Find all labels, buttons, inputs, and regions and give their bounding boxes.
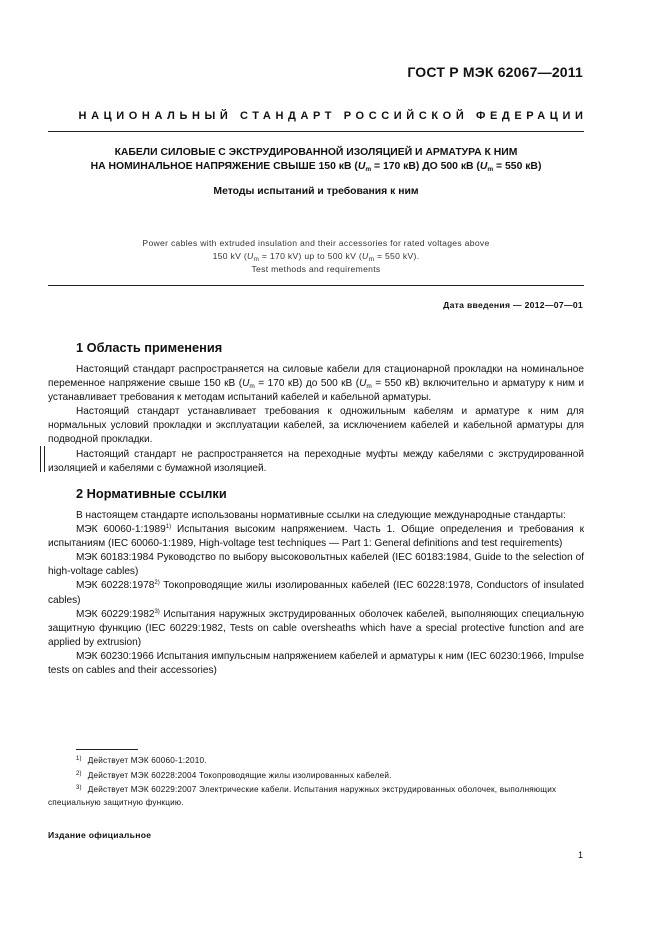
scope-paragraph-2: Настоящий стандарт устанавливает требования к одножильным кабелям и арматуре к ним для нормальных условий прокладки и эксплуатации кабелей, за исключением кабелей и кабельной арматуры для подводной прокладки.: [48, 406, 584, 446]
title-line-2: НА НОМИНАЛЬНОЕ НАПРЯЖЕНИЕ СВЫШЕ 150 кВ ($U_m = 170$ кВ) ДО 500 кВ ($U_m = 550$ кВ): [90, 161, 542, 173]
section-1-body: [48, 363, 584, 476]
reference-item: МЭК 60230:1966 Испытания импульсным напряжением кабелей и арматуры к ним (IEC 60230:1966, Impulse tests on cables and their accessories): [48, 650, 584, 677]
references-intro: В настоящем стандарте использованы нормативные ссылки на следующие международные стандарты:: [76, 510, 566, 521]
section-1-heading: 1 Область применения: [76, 340, 223, 355]
english-title: Power cables with extruded insulation and their accessories for rated voltages above 150 kV ($U_m = 170$ kV) up to 500 kV ($U_m = 550$ kV). Test methods and requirements: [142, 238, 490, 274]
scope-paragraph-3: Настоящий стандарт не распространяется на переходные муфты между кабелями с экструдированной изоляцией и кабелями с бумажной изоляцией.: [48, 448, 584, 474]
section-2-body: [48, 509, 584, 678]
footnote-divider: [76, 749, 138, 750]
footnote: $^{1)}$ Действует МЭК 60060-1:2010.: [76, 756, 207, 765]
national-standard-heading: НАЦИОНАЛЬНЫЙ СТАНДАРТ РОССИЙСКОЙ ФЕДЕРАЦИИ: [78, 110, 588, 122]
reference-item: МЭК 60183:1984 Руководство по выбору высоковольтных кабелей (IEC 60183:1984, Guide to the selection of high-voltage cables): [48, 552, 584, 578]
standard-title: [48, 146, 584, 174]
section-2-heading: 2 Нормативные ссылки: [76, 486, 227, 501]
official-edition-label: Издание официальное: [48, 830, 152, 840]
footnote: $^{2)}$ Действует МЭК 60228:2004 Токопроводящие жилы изолированных кабелей.: [76, 770, 392, 780]
footnotes: [48, 753, 584, 809]
page-number: 1: [577, 850, 583, 860]
document-id: ГОСТ Р МЭК 62067—2011: [407, 64, 583, 80]
title-divider: [48, 285, 584, 286]
change-bar: [40, 446, 45, 472]
footnote: $^{3)}$ Действует МЭК 60229:2007 Электрические кабели. Испытания наружных экструдированных оболочек, выполняющих специальную защитную функцию.: [48, 785, 557, 807]
title-line-1: КАБЕЛИ СИЛОВЫЕ С ЭКСТРУДИРОВАННОЙ ИЗОЛЯЦИЕЙ И АРМАТУРА К НИМ: [114, 147, 518, 158]
standard-subtitle: Методы испытаний и требования к ним: [213, 186, 419, 197]
top-divider: [48, 131, 584, 132]
reference-item: МЭК 60229:1982$^{3)}$ Испытания наружных экструдированных оболочек кабелей, выполняющих специальную защитную функцию (IEC 60229:1982, Tests on cable oversheaths which have a special protective function and are applied by extrusion): [48, 608, 584, 648]
reference-item: МЭК 60228:1978$^{2)}$ Токопроводящие жилы изолированных кабелей (IEC 60228:1978, Conductors of insulated cables): [48, 580, 584, 606]
introduction-date: Дата введения — 2012—07—01: [443, 300, 583, 310]
reference-item: МЭК 60060-1:1989$^{1)}$ Испытания высоким напряжением. Часть 1. Общие определения и требования к испытаниям (IEC 60060-1:1989, High-voltage test techniques — Part 1: General definitions and test requirements): [48, 524, 584, 550]
scope-paragraph-1: Настоящий стандарт распространяется на силовые кабели для стационарной прокладки на номинальное переменное напряжение свыше 150 кВ ($U_m = 170$ кВ) до 500 кВ ($U_m = 550$ кВ) включительно и арматуру к ним и устанавливает требования к методам испытаний кабелей и кабельной арматуры.: [48, 364, 584, 404]
